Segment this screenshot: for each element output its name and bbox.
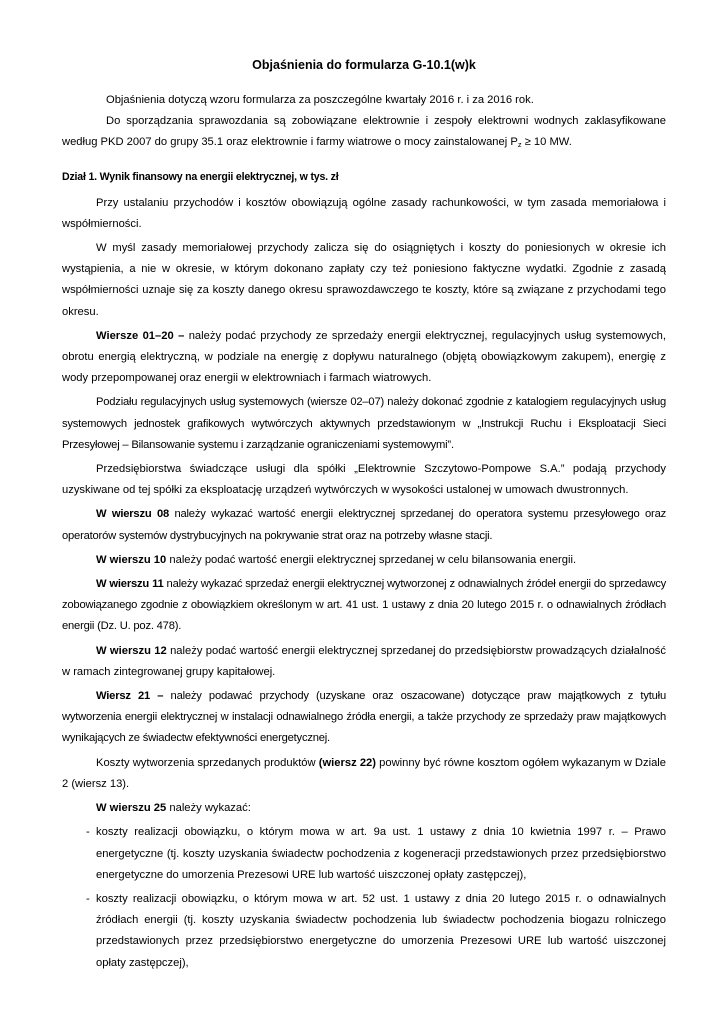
row-10-paragraph: W wierszu 10 należy podać wartość energii elektrycznej sprzedanej w celu bilansowania energii. xyxy=(96,553,577,566)
subscript-z: z xyxy=(517,140,522,150)
row-25-list xyxy=(62,822,666,973)
intro-paragraph: Objaśnienia dotyczą wzoru formularza za poszczególne kwartały 2016 r. i za 2016 rok. xyxy=(106,94,534,106)
pumped-storage-paragraph: Przedsiębiorstwa świadczące usługi dla spółki „Elektrownie Szczytowo-Pompowe S.A.” podają przychody uzyskiwane od tej spółki za eksploatację urządzeń wytwórczych w wysokości ustalonej w umowach dwustronnych. xyxy=(62,463,666,497)
accounting-rules-paragraph: Przy ustalaniu przychodów i kosztów obowiązują ogólne zasady rachunkowości, w tym zasada memoriałowa i współmierności. xyxy=(62,196,666,230)
row-12-paragraph: W wierszu 12 należy podać wartość energii elektrycznej sprzedanej do przedsiębiorstw prowadzących działalność w ramach zintegrowanej grupy kapitałowej. xyxy=(62,644,666,678)
row-25-paragraph: W wierszu 25 należy wykazać: xyxy=(96,802,251,815)
list-item: - koszty realizacji obowiązku, o którym mowa w art. 9a ust. 1 ustawy z dnia 10 kwietnia 1997 r. – Prawo energetyczne (tj. koszty uzyskania świadectw pochodzenia z kogeneracji przedstawionych przez przedsiębiorstwo energetyczne do umorzenia Prezesowi URE lub wartość uiszczonej opłaty zastępczej), xyxy=(62,822,666,886)
document-page xyxy=(62,58,666,977)
row-21-paragraph: Wiersz 21 – należy podawać przychody (uzyskane oraz oszacowane) dotyczące praw majątkowych z tytułu wytworzenia energii elektrycznej w instalacji odnawialnego źródła energii, a także przychody ze sprzedaży praw majątkowych wynikających ze świadectw efektywności energetycznej. xyxy=(62,690,666,745)
page-title: Objaśnienia do formularza G-10.1(w)k xyxy=(252,58,476,72)
memorial-principle-paragraph: W myśl zasady memoriałowej przychody zalicza się do osiągniętych i koszty do poniesionych w okresie ich wystąpienia, a nie w okresie, w którym dokonano zapłaty czy też poniesiono faktyczne wydatki. Zgodnie z zasadą współmierności uznaje się za koszty danego okresu sprawozdawczego te koszty, które są związane z przychodami tego okresu. xyxy=(62,242,666,318)
regulatory-services-paragraph: Podziału regulacyjnych usług systemowych (wiersze 02–07) należy dokonać zgodnie z katalogiem regulacyjnych usług systemowych jednostek grafikowych wytwórczych aktywnych przedstawionym w „Instrukcji Ruchu i Eksploatacji Sieci Przesyłowej – Bilansowanie systemu i zarządzanie ograniczeniami systemowymi”. xyxy=(62,396,666,451)
dash-bullet: - xyxy=(86,892,90,905)
row-22-paragraph: Koszty wytworzenia sprzedanych produktów (wiersz 22) powinny być równe kosztom ogółem wykazanym w Dziale 2 (wiersz 13). xyxy=(62,756,667,790)
list-item: - koszty realizacji obowiązku, o którym mowa w art. 52 ust. 1 ustawy z dnia 20 lutego 2015 r. o odnawialnych źródłach energii (tj. koszty uzyskania świadectw pochodzenia lub świadectw pochodzenia biogazu rolniczego przedstawionych przez przedsiębiorstwo energetyczne do umorzenia Prezesowi URE lub wartość uiszczonej opłaty zastępczej), xyxy=(62,889,666,974)
row-11-paragraph: W wierszu 11 należy wykazać sprzedaż energii elektrycznej wytworzonej z odnawialnych źródeł energii do sprzedawcy zobowiązanego zgodnie z obowiązkiem określonym w art. 41 ust. 1 ustawy z dnia 20 lutego 2015 r. o odnawialnych źródłach energii (Dz. U. poz. 478). xyxy=(62,578,666,633)
section-heading: Dział 1. Wynik finansowy na energii elektrycznej, w tys. zł xyxy=(62,170,339,183)
rows-01-20-paragraph: Wiersze 01–20 – należy podać przychody ze sprzedaży energii elektrycznej, regulacyjnych usług systemowych, obrotu energią elektryczną, w podziale na energię z dopływu naturalnego (objętą obowiązkowym zakupem), energię z wody przepompowanej oraz energii w elektrowniach i farmach wiatrowych. xyxy=(62,329,667,385)
dash-bullet: - xyxy=(86,826,90,839)
scope-paragraph: Do sporządzania sprawozdania są zobowiązane elektrownie i zespoły elektrowni wodnych zaklasyfikowane według PKD 2007 do grupy 35.1 oraz elektrownie i farmy wiatrowe o mocy zainstalowanej $P_z \ge 10$ MW. xyxy=(62,115,666,150)
row-08-paragraph: W wierszu 08 należy wykazać wartość energii elektrycznej sprzedanej do operatora systemu przesyłowego oraz operatorów systemów dystrybucyjnych na pokrywanie strat oraz na potrzeby własne stacji. xyxy=(62,508,666,542)
